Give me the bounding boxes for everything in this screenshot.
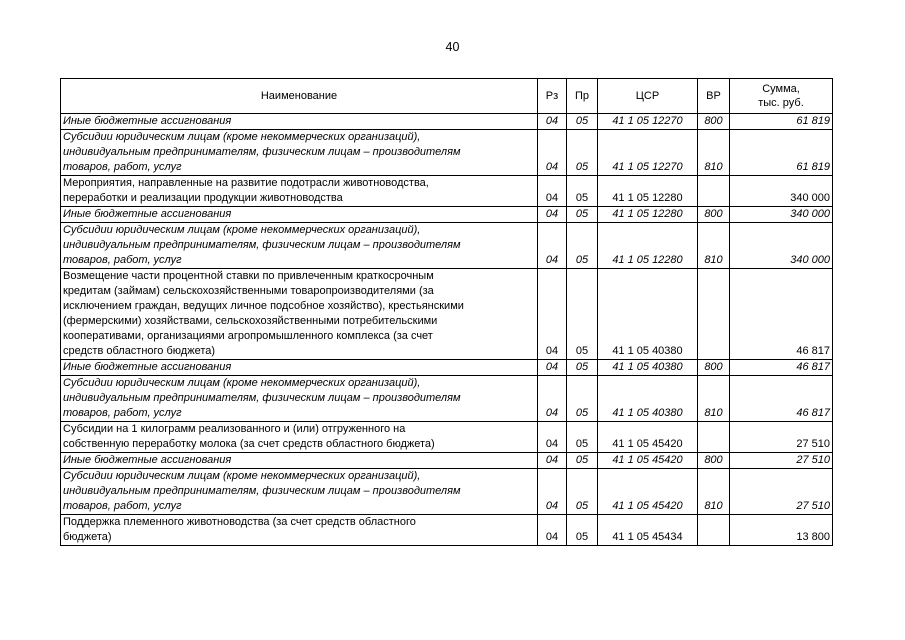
table-row [61,376,833,422]
cell-name-line: исключением граждан, ведущих личное подсобное хозяйство), крестьянскими [63,300,464,312]
cell-name-line: Иные бюджетные ассигнования [63,115,232,127]
header-pr: Пр [567,79,598,114]
cell-rz: 04 [538,515,567,546]
cell-rz: 04 [538,130,567,176]
header-csr: ЦСР [598,79,698,114]
cell-name-line: товаров, работ, услуг [63,500,182,512]
cell-sum: 340 000 [730,207,833,223]
cell-name-line: Субсидии юридическим лицам (кроме некоммерческих организаций), [63,377,421,389]
cell-vr: 800 [698,360,730,376]
header-sum-line-2: тыс. руб. [758,97,804,109]
cell-pr: 05 [567,376,598,422]
cell-rz: 04 [538,422,567,453]
cell-pr: 05 [567,469,598,515]
cell-name-line: собственную переработку молока (за счет средств областного бюджета) [63,438,435,450]
cell-csr: 41 1 05 12270 [598,130,698,176]
cell-name-line: Субсидии юридическим лицам (кроме некоммерческих организаций), [63,470,421,482]
table-row [61,207,833,223]
cell-csr: 41 1 05 12280 [598,223,698,269]
cell-pr: 05 [567,176,598,207]
cell-sum: 46 817 [730,376,833,422]
cell-name-line: Поддержка племенного животноводства (за счет средств областного [63,516,416,528]
cell-csr: 41 1 05 12280 [598,176,698,207]
cell-name-line: товаров, работ, услуг [63,407,182,419]
cell-rz: 04 [538,223,567,269]
cell-rz: 04 [538,376,567,422]
cell-rz: 04 [538,176,567,207]
cell-name-line: Субсидии на 1 килограмм реализованного и (или) отгруженного на [63,423,406,435]
cell-name-line: индивидуальным предпринимателям, физическим лицам – производителям [63,146,461,158]
cell-name-line: кооперативами, организациями агропромышленного комплекса (за счет [63,330,433,342]
cell-csr: 41 1 05 45420 [598,453,698,469]
table-row [61,469,833,515]
cell-name-line: переработки и реализации продукции животноводства [63,192,343,204]
table-row [61,130,833,176]
cell-rz: 04 [538,114,567,130]
table-row [61,422,833,453]
cell-csr: 41 1 05 12270 [598,114,698,130]
cell-name-line: Субсидии юридическим лицам (кроме некоммерческих организаций), [63,131,421,143]
cell-sum: 340 000 [730,223,833,269]
cell-sum: 27 510 [730,422,833,453]
cell-pr: 05 [567,114,598,130]
cell-csr: 41 1 05 45434 [598,515,698,546]
cell-vr: 810 [698,130,730,176]
cell-name [61,376,538,422]
cell-pr: 05 [567,130,598,176]
cell-name-line: кредитам (займам) сельскохозяйственными товаропроизводителями (за [63,285,434,297]
cell-name-line: Субсидии юридическим лицам (кроме некоммерческих организаций), [63,224,421,236]
cell-pr: 05 [567,207,598,223]
cell-vr [698,269,730,360]
cell-pr: 05 [567,269,598,360]
table-row [61,515,833,546]
table-header-row [61,79,833,114]
cell-name [61,114,538,130]
cell-name [61,176,538,207]
table-row [61,176,833,207]
cell-sum: 340 000 [730,176,833,207]
cell-name-line: Мероприятия, направленные на развитие подотрасли животноводства, [63,177,429,189]
cell-name-line: бюджета) [63,531,112,543]
cell-sum: 27 510 [730,453,833,469]
table-row [61,269,833,360]
cell-name [61,422,538,453]
cell-rz: 04 [538,469,567,515]
cell-name-line: Иные бюджетные ассигнования [63,454,232,466]
cell-vr [698,176,730,207]
table-row [61,453,833,469]
header-rz: Рз [538,79,567,114]
cell-sum: 46 817 [730,360,833,376]
cell-sum: 61 819 [730,130,833,176]
cell-csr: 41 1 05 40380 [598,360,698,376]
cell-name-line: товаров, работ, услуг [63,254,182,266]
cell-name-line: индивидуальным предпринимателям, физическим лицам – производителям [63,392,461,404]
page-number: 40 [445,40,460,54]
cell-name [61,515,538,546]
cell-vr: 800 [698,114,730,130]
cell-sum: 13 800 [730,515,833,546]
header-name: Наименование [61,79,538,114]
cell-name-line: (фермерскими) хозяйствами, сельскохозяйственными потребительскими [63,315,438,327]
cell-vr [698,515,730,546]
cell-pr: 05 [567,422,598,453]
cell-name [61,469,538,515]
cell-name [61,130,538,176]
cell-pr: 05 [567,360,598,376]
cell-pr: 05 [567,515,598,546]
table-row [61,360,833,376]
cell-vr: 800 [698,453,730,469]
cell-rz: 04 [538,269,567,360]
cell-csr: 41 1 05 40380 [598,376,698,422]
header-sum [730,79,833,114]
cell-name-line: индивидуальным предпринимателям, физическим лицам – производителям [63,485,461,497]
cell-rz: 04 [538,360,567,376]
cell-csr: 41 1 05 12280 [598,207,698,223]
cell-name [61,269,538,360]
cell-name-line: Иные бюджетные ассигнования [63,361,232,373]
cell-vr: 810 [698,376,730,422]
cell-pr: 05 [567,223,598,269]
cell-name [61,360,538,376]
cell-name-line: средств областного бюджета) [63,345,216,357]
cell-sum: 61 819 [730,114,833,130]
cell-pr: 05 [567,453,598,469]
cell-csr: 41 1 05 40380 [598,269,698,360]
cell-name [61,453,538,469]
cell-vr [698,422,730,453]
cell-csr: 41 1 05 45420 [598,469,698,515]
cell-rz: 04 [538,207,567,223]
cell-vr: 810 [698,469,730,515]
cell-sum: 27 510 [730,469,833,515]
cell-rz: 04 [538,453,567,469]
cell-vr: 800 [698,207,730,223]
cell-name [61,207,538,223]
cell-name-line: индивидуальным предпринимателям, физическим лицам – производителям [63,239,461,251]
cell-csr: 41 1 05 45420 [598,422,698,453]
cell-name-line: Возмещение части процентной ставки по привлеченным краткосрочным [63,270,434,282]
cell-vr: 810 [698,223,730,269]
cell-name-line: товаров, работ, услуг [63,161,182,173]
cell-sum: 46 817 [730,269,833,360]
header-vr: ВР [698,79,730,114]
header-sum-line-1: Сумма, [762,83,800,95]
table-row [61,114,833,130]
cell-name [61,223,538,269]
cell-name-line: Иные бюджетные ассигнования [63,208,232,220]
budget-table [60,78,833,546]
table-row [61,223,833,269]
